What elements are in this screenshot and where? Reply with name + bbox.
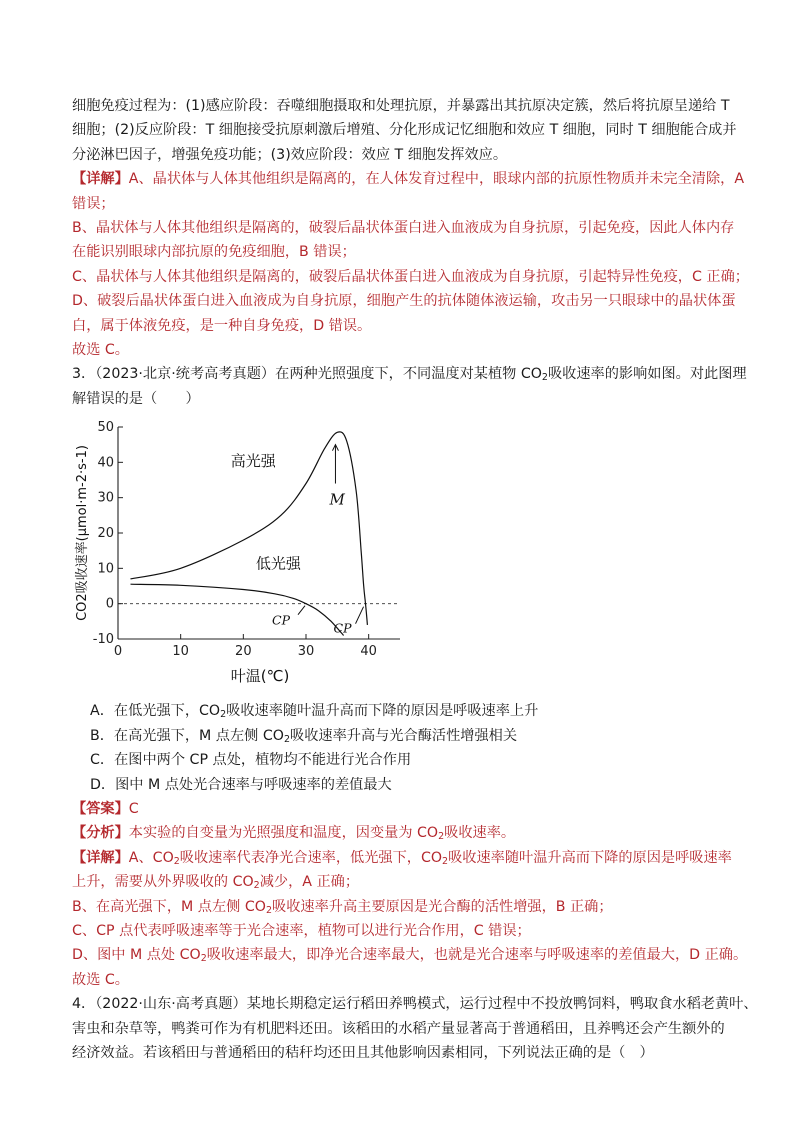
q3-detail-c: C、CP 点代表呼吸速率等于光合速率，植物可以进行光合作用，C 错误； xyxy=(72,922,531,939)
q3-detail-a-cont: 上升，需要从外界吸收的 $CO_2$减少，A 正确； xyxy=(72,874,360,892)
y-tick-label: 40 xyxy=(97,455,114,471)
x-tick-label: 30 xyxy=(297,644,315,660)
y-tick-label: 0 xyxy=(105,596,114,612)
q2-detail-b-cont: 在能识别眼球内部抗原的免疫细胞，B 错误； xyxy=(72,244,356,261)
answer-tag: 【答案】 xyxy=(72,800,129,817)
series-line-low-light xyxy=(131,584,344,635)
intro-line: 细胞；(2)反应阶段：T 细胞接受抗原刺激后增殖、分化形成记忆细胞和效应 T 细胞，同时 T 细胞能合成并 xyxy=(72,122,737,139)
q3-option-c: C．在图中两个 CP 点处，植物均不能进行光合作用 xyxy=(90,752,412,769)
intro-line: 细胞免疫过程为：(1)感应阶段：吞噬细胞摄取和处理抗原，并暴露出其抗原决定簇，然后将抗原呈递给 T xyxy=(72,98,730,114)
x-tick-label: 0 xyxy=(113,644,123,660)
q3-choose: 故选 C。 xyxy=(72,971,129,988)
cp-arrow xyxy=(298,606,305,615)
q2-detail-d: D、破裂后晶状体蛋白进入血液成为自身抗原，细胞产生的抗体随体液运输，攻击另一只眼球中的晶状体蛋 xyxy=(72,293,736,310)
y-tick-label: -10 xyxy=(92,632,114,648)
q2-choose: 故选 C。 xyxy=(72,342,129,359)
q3-option-d: D．图中 M 点处光合速率与呼吸速率的差值最大 xyxy=(90,776,392,793)
q3-detail-b: B、在高光强下，M 点左侧 $CO_2$吸收速率升高主要原因是光合酶的活性增强，B 正确； xyxy=(72,898,613,916)
document-page xyxy=(72,94,758,1065)
x-tick-label: 40 xyxy=(360,644,377,660)
cp-arrow xyxy=(356,607,364,624)
y-tick-label: 20 xyxy=(97,526,114,542)
y-tick-label: 10 xyxy=(97,561,114,577)
series-label-high-light: 高光强 xyxy=(230,452,276,471)
intro-line: 分泌淋巴因子，增强免疫功能；(3)效应阶段：效应 T 细胞发挥效应。 xyxy=(72,146,508,163)
x-tick-label: 20 xyxy=(235,644,252,660)
q3-stem: 3．（2023·北京·统考高考真题）在两种光照强度下，不同温度对某植物 $CO_2$吸收速率的影响如图。对此图理 xyxy=(72,366,747,384)
q3-option-a: A．在低光强下，$CO_2$吸收速率随叶温升高而下降的原因是呼吸速率上升 xyxy=(90,703,539,721)
y-axis-label: CO2吸收速率(μmol·m-2·s-1) xyxy=(75,445,90,622)
m-point-label: M xyxy=(329,491,345,510)
q2-detail-b: B、晶状体与人体其他组织是隔离的，破裂后晶状体蛋白进入血液成为自身抗原，引起免疫，因此人体内存 xyxy=(72,220,735,237)
q2-detail-a: 【详解】A、晶状体与人体其他组织是隔离的，在人体发育过程中，眼球内部的抗原性物质并未完全清除，A xyxy=(72,171,745,188)
q3-answer: 【答案】C xyxy=(72,800,139,817)
detail-tag: 【详解】 xyxy=(72,171,129,188)
q4-stem-cont: 经济效益。若该稻田与普通稻田的秸秆均还田且其他影响因素相同，下列说法正确的是（ ） xyxy=(72,1044,654,1061)
q3-detail-a: 【详解】A、$CO_2$吸收速率代表净光合速率，低光强下，$CO_2$吸收速率随叶温升高而下降的原因是呼吸速率 xyxy=(72,849,732,867)
analysis-tag: 【分析】 xyxy=(72,825,129,842)
q3-detail-d: D、图中 M 点处 $CO_2$吸收速率最大，即净光合速率最大，也就是光合速率与呼吸速率的差值最大，D 正确。 xyxy=(72,947,748,965)
q3-analysis: 【分析】本实验的自变量为光照强度和温度，因变量为 $CO_2$吸收速率。 xyxy=(72,825,516,843)
q2-detail-a-cont: 错误； xyxy=(72,195,115,212)
detail-tag: 【详解】 xyxy=(72,849,129,866)
y-tick-label: 50 xyxy=(97,420,114,436)
q4-stem: 4．（2022·山东·高考真题）某地长期稳定运行稻田养鸭模式，运行过程中不投放鸭饲料，鸭取食水稻老黄叶、 xyxy=(72,996,758,1013)
co2-chart-svg xyxy=(72,417,412,695)
q3-option-b: B．在高光强下，M 点左侧 $CO_2$吸收速率升高与光合酶活性增强相关 xyxy=(90,727,518,745)
y-tick-label: 30 xyxy=(97,490,114,506)
q3-stem-cont: 解错误的是（ ） xyxy=(72,390,200,407)
co2-chart xyxy=(72,417,412,695)
q2-detail-d-cont: 白，属于体液免疫，是一种自身免疫，D 错误。 xyxy=(72,317,372,334)
series-label-low-light: 低光强 xyxy=(255,554,301,573)
q4-stem-cont: 害虫和杂草等，鸭粪可作为有机肥料还田。该稻田的水稻产量显著高于普通稻田，且养鸭还会产生额外的 xyxy=(72,1020,725,1037)
q2-detail-c: C、晶状体与人体其他组织是隔离的，破裂后晶状体蛋白进入血液成为自身抗原，引起特异性免疫，C 正确； xyxy=(72,268,749,285)
x-tick-label: 10 xyxy=(172,644,189,660)
cp-label: CP xyxy=(333,620,352,636)
x-axis-label: 叶温(℃) xyxy=(230,667,290,686)
cp-label: CP xyxy=(272,612,290,628)
